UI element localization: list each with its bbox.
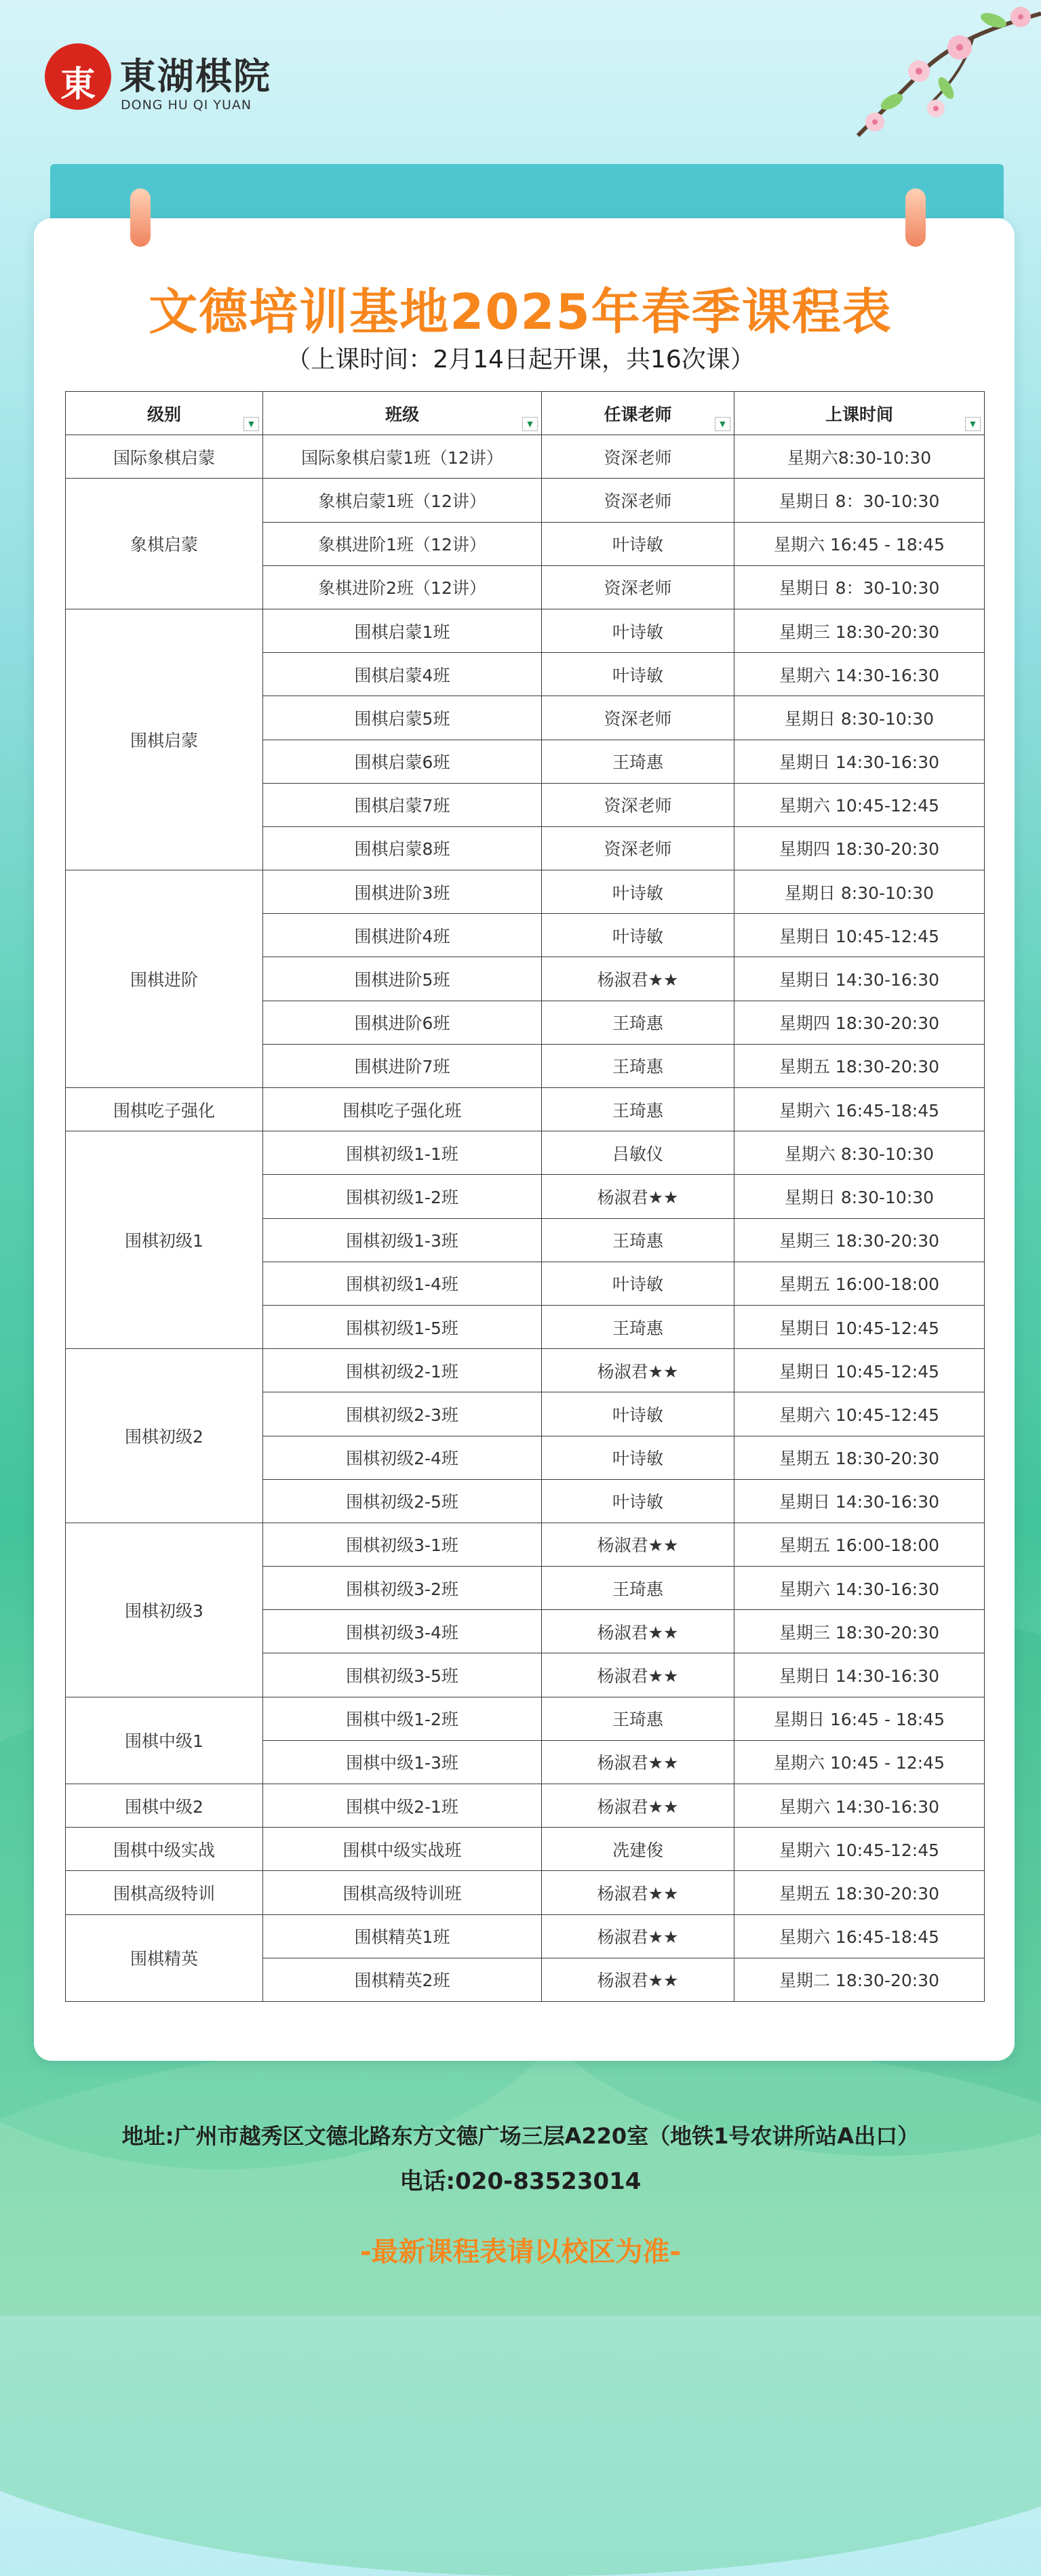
time-cell: 星期日 8:30-10:30 (734, 870, 985, 914)
teacher-cell: 王琦惠 (542, 1567, 734, 1610)
teacher-cell: 杨淑君★★ (542, 1175, 734, 1218)
time-cell: 星期三 18:30-20:30 (734, 609, 985, 652)
teacher-cell: 杨淑君★★ (542, 1523, 734, 1566)
time-cell: 星期二 18:30-20:30 (734, 1958, 985, 2001)
level-cell: 国际象棋启蒙 (66, 435, 263, 479)
class-cell: 围棋精英1班 (263, 1914, 542, 1958)
time-cell: 星期日 14:30-16:30 (734, 1479, 985, 1523)
level-cell: 围棋启蒙 (66, 609, 263, 870)
teacher-cell: 王琦惠 (542, 1697, 734, 1740)
class-cell: 围棋初级1-5班 (263, 1305, 542, 1348)
class-cell: 象棋进阶1班（12讲） (263, 522, 542, 565)
schedule-table (65, 391, 985, 2002)
level-cell: 围棋高级特训 (66, 1871, 263, 1914)
teacher-cell: 王琦惠 (542, 1044, 734, 1087)
time-cell: 星期六 16:45 - 18:45 (734, 522, 985, 565)
class-cell: 围棋启蒙6班 (263, 740, 542, 783)
column-header: 上课时间 ▼ (734, 392, 985, 435)
table-row (66, 479, 985, 522)
teacher-cell: 冼建俊 (542, 1828, 734, 1871)
filter-dropdown-icon[interactable]: ▼ (522, 417, 538, 431)
teacher-cell: 杨淑君★★ (542, 1914, 734, 1958)
class-cell: 围棋启蒙8班 (263, 826, 542, 870)
logo-mark: 東 (60, 64, 96, 105)
time-cell: 星期六8:30-10:30 (734, 435, 985, 479)
teacher-cell: 资深老师 (542, 435, 734, 479)
time-cell: 星期六 14:30-16:30 (734, 653, 985, 696)
time-cell: 星期六 14:30-16:30 (734, 1567, 985, 1610)
table-row (66, 1828, 985, 1871)
level-cell: 围棋精英 (66, 1914, 263, 2001)
class-cell: 象棋进阶2班（12讲） (263, 565, 542, 609)
teacher-cell: 王琦惠 (542, 1001, 734, 1044)
level-cell: 围棋初级1 (66, 1131, 263, 1349)
background-hill (0, 2034, 1041, 2576)
time-cell: 星期六 8:30-10:30 (734, 1131, 985, 1175)
teacher-cell: 叶诗敏 (542, 870, 734, 914)
teacher-cell: 杨淑君★★ (542, 1871, 734, 1914)
class-cell: 围棋初级1-1班 (263, 1131, 542, 1175)
class-cell: 围棋初级3-2班 (263, 1567, 542, 1610)
teacher-cell: 杨淑君★★ (542, 1610, 734, 1653)
time-cell: 星期日 8：30-10:30 (734, 565, 985, 609)
level-cell: 围棋初级2 (66, 1349, 263, 1523)
class-cell: 围棋进阶7班 (263, 1044, 542, 1087)
logo-seal-icon (45, 43, 111, 110)
table-row (66, 1914, 985, 1958)
teacher-cell: 叶诗敏 (542, 914, 734, 957)
level-cell: 围棋初级3 (66, 1523, 263, 1697)
time-cell: 星期五 16:00-18:00 (734, 1523, 985, 1566)
class-cell: 围棋中级2-1班 (263, 1784, 542, 1828)
time-cell: 星期五 18:30-20:30 (734, 1044, 985, 1087)
time-cell: 星期六 14:30-16:30 (734, 1784, 985, 1828)
class-cell: 围棋启蒙4班 (263, 653, 542, 696)
column-header: 级别 ▼ (66, 392, 263, 435)
teacher-cell: 资深老师 (542, 696, 734, 740)
binder-ring-icon (130, 188, 151, 247)
binder-ring-icon (905, 188, 926, 247)
time-cell: 星期三 18:30-20:30 (734, 1218, 985, 1262)
teacher-cell: 叶诗敏 (542, 1392, 734, 1436)
teacher-cell: 资深老师 (542, 565, 734, 609)
brand-logo (45, 42, 289, 117)
time-cell: 星期日 10:45-12:45 (734, 914, 985, 957)
time-cell: 星期六 10:45-12:45 (734, 1828, 985, 1871)
class-cell: 国际象棋启蒙1班（12讲） (263, 435, 542, 479)
time-cell: 星期四 18:30-20:30 (734, 1001, 985, 1044)
class-cell: 围棋初级2-5班 (263, 1479, 542, 1523)
teacher-cell: 王琦惠 (542, 1088, 734, 1131)
level-cell: 围棋中级实战 (66, 1828, 263, 1871)
class-cell: 围棋进阶6班 (263, 1001, 542, 1044)
teacher-cell: 叶诗敏 (542, 653, 734, 696)
class-cell: 围棋进阶5班 (263, 957, 542, 1001)
table-body (66, 435, 985, 2002)
teacher-cell: 叶诗敏 (542, 522, 734, 565)
teacher-cell: 叶诗敏 (542, 1262, 734, 1305)
time-cell: 星期六 16:45-18:45 (734, 1088, 985, 1131)
teacher-cell: 杨淑君★★ (542, 1349, 734, 1392)
class-cell: 围棋初级1-3班 (263, 1218, 542, 1262)
table-row (66, 1131, 985, 1175)
brand-name-en: DONG HU QI YUAN (121, 98, 252, 113)
time-cell: 星期六 16:45-18:45 (734, 1914, 985, 1958)
table-row (66, 870, 985, 914)
time-cell: 星期日 8：30-10:30 (734, 479, 985, 522)
page-subtitle: （上课时间：2月14日起开课，共16次课） (286, 346, 755, 374)
class-cell: 围棋启蒙1班 (263, 609, 542, 652)
teacher-cell: 叶诗敏 (542, 609, 734, 652)
teacher-cell: 杨淑君★★ (542, 1784, 734, 1828)
teacher-cell: 王琦惠 (542, 740, 734, 783)
level-cell: 象棋启蒙 (66, 479, 263, 609)
time-cell: 星期四 18:30-20:30 (734, 826, 985, 870)
card-header-band (50, 164, 1004, 218)
class-cell: 围棋初级1-2班 (263, 1175, 542, 1218)
address-text: 地址:广州市越秀区文德北路东方文德广场三层A220室（地铁1号农讲所站A出口） (121, 2123, 920, 2149)
class-cell: 象棋启蒙1班（12讲） (263, 479, 542, 522)
time-cell: 星期日 14:30-16:30 (734, 957, 985, 1001)
filter-dropdown-icon[interactable]: ▼ (715, 417, 730, 431)
teacher-cell: 杨淑君★★ (542, 1653, 734, 1697)
class-cell: 围棋初级3-4班 (263, 1610, 542, 1653)
column-header: 班级 ▼ (263, 392, 542, 435)
teacher-cell: 叶诗敏 (542, 1436, 734, 1479)
class-cell: 围棋精英2班 (263, 1958, 542, 2001)
time-cell: 星期五 16:00-18:00 (734, 1262, 985, 1305)
time-cell: 星期五 18:30-20:30 (734, 1436, 985, 1479)
table-row (66, 1871, 985, 1914)
time-cell: 星期日 14:30-16:30 (734, 1653, 985, 1697)
time-cell: 星期日 10:45-12:45 (734, 1305, 985, 1348)
brand-name-cn: 東湖棋院 (119, 54, 271, 98)
level-cell: 围棋中级2 (66, 1784, 263, 1828)
time-cell: 星期六 10:45-12:45 (734, 1392, 985, 1436)
teacher-cell: 杨淑君★★ (542, 1958, 734, 2001)
teacher-cell: 王琦惠 (542, 1218, 734, 1262)
column-header: 任课老师 ▼ (542, 392, 734, 435)
class-cell: 围棋初级2-3班 (263, 1392, 542, 1436)
table-row (66, 609, 985, 652)
class-cell: 围棋启蒙5班 (263, 696, 542, 740)
class-cell: 围棋初级1-4班 (263, 1262, 542, 1305)
time-cell: 星期三 18:30-20:30 (734, 1610, 985, 1653)
teacher-cell: 杨淑君★★ (542, 957, 734, 1001)
time-cell: 星期五 18:30-20:30 (734, 1871, 985, 1914)
class-cell: 围棋进阶4班 (263, 914, 542, 957)
phone-text: 电话:020-83523014 (399, 2168, 642, 2195)
class-cell: 围棋吃子强化班 (263, 1088, 542, 1131)
class-cell: 围棋初级3-1班 (263, 1523, 542, 1566)
filter-dropdown-icon[interactable]: ▼ (965, 417, 981, 431)
level-cell: 围棋吃子强化 (66, 1088, 263, 1131)
teacher-cell: 王琦惠 (542, 1305, 734, 1348)
level-cell: 围棋中级1 (66, 1697, 263, 1784)
schedule-note: -最新课程表请以校区为准- (359, 2236, 682, 2268)
teacher-cell: 杨淑君★★ (542, 1740, 734, 1784)
class-cell: 围棋初级2-1班 (263, 1349, 542, 1392)
table-row (66, 1088, 985, 1131)
teacher-cell: 资深老师 (542, 826, 734, 870)
teacher-cell: 叶诗敏 (542, 1479, 734, 1523)
table-row (66, 1784, 985, 1828)
class-cell: 围棋初级3-5班 (263, 1653, 542, 1697)
filter-dropdown-icon[interactable]: ▼ (243, 417, 259, 431)
class-cell: 围棋进阶3班 (263, 870, 542, 914)
time-cell: 星期日 8:30-10:30 (734, 696, 985, 740)
class-cell: 围棋中级实战班 (263, 1828, 542, 1871)
time-cell: 星期六 10:45 - 12:45 (734, 1740, 985, 1784)
blossom-branch-icon (817, 0, 1041, 163)
class-cell: 围棋初级2-4班 (263, 1436, 542, 1479)
class-cell: 围棋中级1-3班 (263, 1740, 542, 1784)
time-cell: 星期六 10:45-12:45 (734, 783, 985, 826)
table-row (66, 1523, 985, 1566)
teacher-cell: 资深老师 (542, 783, 734, 826)
teacher-cell: 资深老师 (542, 479, 734, 522)
class-cell: 围棋启蒙7班 (263, 783, 542, 826)
time-cell: 星期日 14:30-16:30 (734, 740, 985, 783)
page-title: 文德培训基地2025年春季课程表 (149, 283, 892, 340)
class-cell: 围棋高级特训班 (263, 1871, 542, 1914)
teacher-cell: 吕敏仪 (542, 1131, 734, 1175)
time-cell: 星期日 10:45-12:45 (734, 1349, 985, 1392)
time-cell: 星期日 8:30-10:30 (734, 1175, 985, 1218)
time-cell: 星期日 16:45 - 18:45 (734, 1697, 985, 1740)
level-cell: 围棋进阶 (66, 870, 263, 1088)
table-row (66, 1697, 985, 1740)
table-row (66, 435, 985, 479)
table-row (66, 1349, 985, 1392)
class-cell: 围棋中级1-2班 (263, 1697, 542, 1740)
table-header-row (66, 392, 985, 435)
